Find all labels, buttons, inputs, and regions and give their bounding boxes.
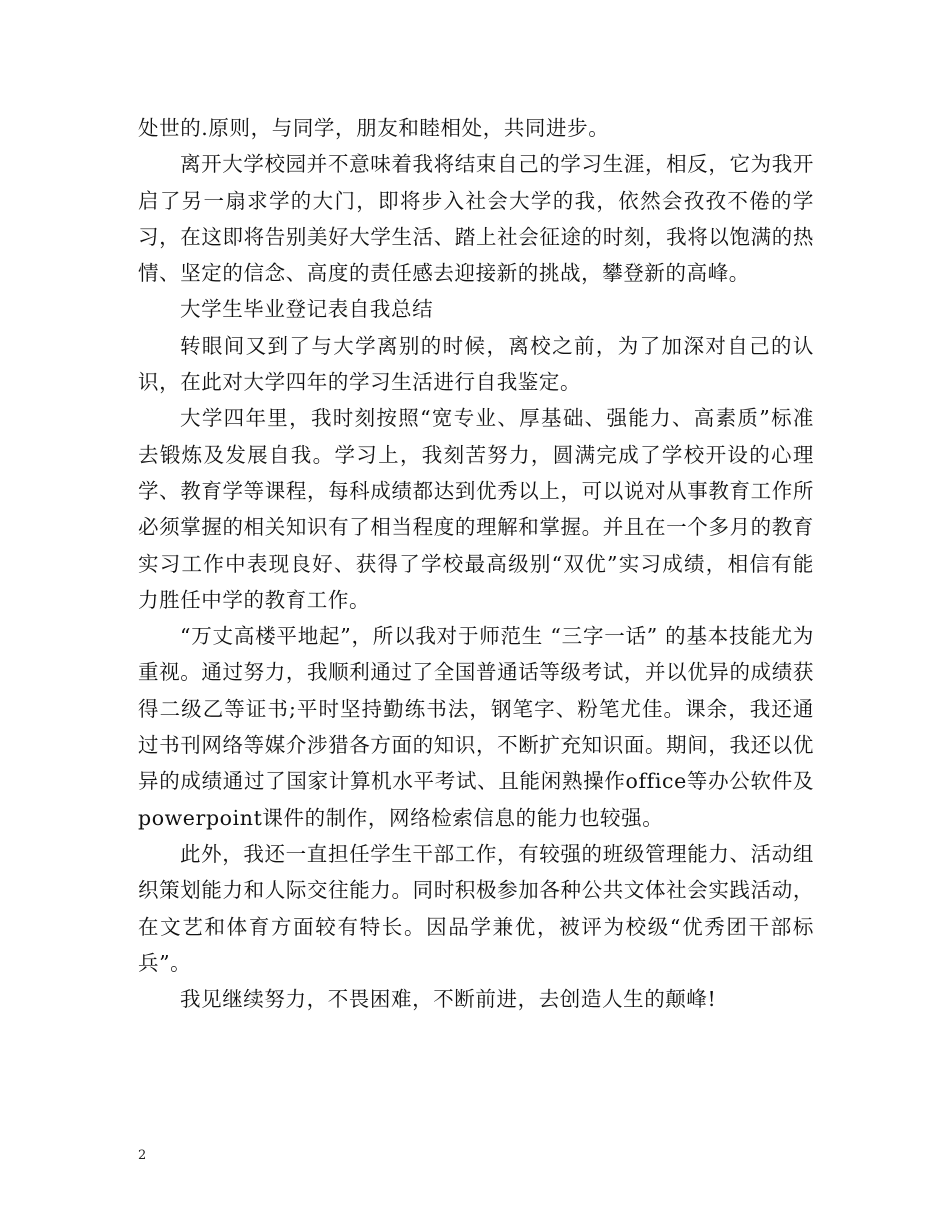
paragraph-student-work: 此外，我还一直担任学生干部工作，有较强的班级管理能力、活动组织策划能力和人际交往能力。同时积极参加各种公共文体社会实践活动，在文艺和体育方面较有特长。因品学兼优，被评为校级“优秀团干部标兵”。 [138,841,814,975]
paragraph-continuation: 处世的.原则，与同学，朋友和睦相处，共同进步。 [138,116,610,140]
section-heading: 大学生毕业登记表自我总结 [180,297,434,322]
paragraph-closing: 我见继续努力，不畏困难，不断前进，去创造人生的颠峰! [180,987,717,1012]
paragraph-study-achievements: 大学四年里，我时刻按照“宽专业、厚基础、强能力、高素质”标准去锻炼及发展自我。学习上，我刻苦努力，圆满完成了学校开设的心理学、教育学等课程，每科成绩都达到优秀以上，可以说对从事教育工作所必须掌握的相关知识有了相当程度的理解和掌握。并且在一个多月的教育实习工作中表现良好、获得了学校最高级别“双优”实习成绩，相信有能力胜任中学的教育工作。 [138,406,814,612]
page-number: 2 [138,1148,147,1163]
document-body [138,110,814,1017]
paragraph-teaching-skills: “万丈高楼平地起”，所以我对于师范生 “三字一话” 的基本技能尤为重视。通过努力，我顺利通过了全国普通话等级考试，并以优异的成绩获得二级乙等证书;平时坚持勤练书法，钢笔字、粉笔尤佳。课余，我还通过书刊网络等媒介涉猎各方面的知识，不断扩充知识面。期间，我还以优异的成绩通过了国家计算机水平考试、且能闲熟操作office等办公软件及powerpoint课件的制作，网络检索信息的能力也较强。 [138,624,814,830]
paragraph-introduction: 转眼间又到了与大学离别的时候，离校之前，为了加深对自己的认识，在此对大学四年的学习生活进行自我鉴定。 [138,333,814,395]
paragraph-graduation-outlook: 离开大学校园并不意味着我将结束自己的学习生涯，相反，它为我开启了另一扇求学的大门，即将步入社会大学的我，依然会孜孜不倦的学习，在这即将告别美好大学生活、踏上社会征途的时刻，我将以饱满的热情、坚定的信念、高度的责任感去迎接新的挑战，攀登新的高峰。 [138,152,814,286]
